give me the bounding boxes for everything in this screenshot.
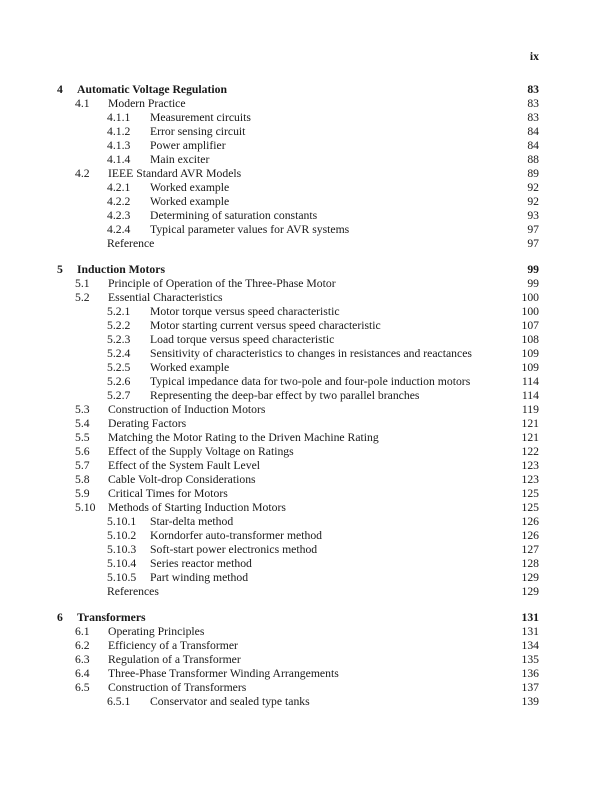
toc-entry-row (0, 139, 615, 153)
entry-page-number: 109 (521, 347, 539, 360)
entry-page-number: 84 (527, 125, 539, 138)
entry-number: 4.1.1 (107, 111, 131, 124)
toc-entry-row (0, 223, 615, 237)
entry-number: 6.2 (75, 639, 90, 652)
entry-number: 5.2.2 (107, 319, 131, 332)
entry-number: 6.1 (75, 625, 90, 638)
entry-title: Measurement circuits (150, 111, 251, 124)
entry-number: 5.10.2 (107, 529, 137, 542)
entry-page-number: 109 (521, 361, 539, 374)
entry-title: Operating Principles (108, 625, 205, 638)
entry-page-number: 83 (527, 97, 539, 110)
entry-number: 5.2.4 (107, 347, 131, 360)
toc-entry-row (0, 209, 615, 223)
entry-title: Modern Practice (108, 97, 186, 110)
toc-entry-row (0, 653, 615, 667)
entry-number: 4.2.1 (107, 181, 131, 194)
entry-page-number: 129 (521, 571, 539, 584)
toc-entry-row (0, 319, 615, 333)
toc-entry-row (0, 445, 615, 459)
entry-page-number: 108 (521, 333, 539, 346)
entry-title: Effect of the Supply Voltage on Ratings (108, 445, 294, 458)
toc-entry-row (0, 237, 615, 251)
entry-title: Construction of Transformers (108, 681, 247, 694)
toc-entry-row (0, 333, 615, 347)
entry-number: 6.5 (75, 681, 90, 694)
entry-page-number: 128 (521, 557, 539, 570)
entry-page-number: 114 (521, 375, 539, 388)
entry-number: 4 (57, 83, 63, 96)
entry-number: 5.7 (75, 459, 90, 472)
entry-number: 6 (57, 611, 63, 624)
toc-entry-row (0, 361, 615, 375)
entry-page-number: 99 (527, 277, 539, 290)
entry-title: Sensitivity of characteristics to changes in resistances and reactances (150, 347, 472, 360)
toc-entry-row (0, 195, 615, 209)
entry-title: Motor torque versus speed characteristic (150, 305, 340, 318)
entry-title: Worked example (150, 361, 230, 374)
entry-title: Power amplifier (150, 139, 226, 152)
entry-page-number: 119 (521, 403, 539, 416)
entry-page-number: 123 (521, 459, 539, 472)
toc-entry-row (0, 347, 615, 361)
entry-number: 5.9 (75, 487, 90, 500)
entry-title: Critical Times for Motors (108, 487, 228, 500)
entry-number: 4.1.3 (107, 139, 131, 152)
entry-number: 5.2.3 (107, 333, 131, 346)
toc-entry-row (0, 277, 615, 291)
toc-entry-row (0, 111, 615, 125)
entry-page-number: 93 (527, 209, 539, 222)
entry-title: Part winding method (150, 571, 249, 584)
entry-number: 5.10.4 (107, 557, 137, 570)
entry-title: Three-Phase Transformer Winding Arrangements (108, 667, 339, 680)
toc (0, 83, 615, 721)
entry-number: 5.1 (75, 277, 90, 290)
entry-title: Worked example (150, 195, 230, 208)
entry-number: 5.10 (75, 501, 96, 514)
entry-page-number: 121 (521, 417, 539, 430)
toc-entry-row (0, 543, 615, 557)
toc-entry-row (0, 305, 615, 319)
entry-page-number: 131 (521, 611, 539, 624)
toc-entry-row (0, 571, 615, 585)
entry-number: 5.10.3 (107, 543, 137, 556)
entry-title: Worked example (150, 181, 230, 194)
entry-title: Main exciter (150, 153, 210, 166)
entry-title: Typical parameter values for AVR systems (150, 223, 350, 236)
entry-number: 4.2.2 (107, 195, 131, 208)
entry-page-number: 83 (527, 83, 539, 96)
entry-number: 5.8 (75, 473, 90, 486)
entry-number: 6.5.1 (107, 695, 131, 708)
entry-page-number: 121 (521, 431, 539, 444)
page-number-header: ix (529, 50, 539, 63)
entry-title: Load torque versus speed characteristic (150, 333, 335, 346)
toc-entry-row (0, 501, 615, 515)
entry-title: Star-delta method (150, 515, 234, 528)
entry-page-number: 83 (527, 111, 539, 124)
chapter-block (0, 611, 615, 709)
entry-page-number: 114 (521, 389, 539, 402)
entry-page-number: 84 (527, 139, 539, 152)
entry-number: 4.2.4 (107, 223, 131, 236)
entry-page-number: 126 (521, 515, 539, 528)
entry-number: 5.2.1 (107, 305, 131, 318)
entry-page-number: 107 (521, 319, 539, 332)
entry-number: 5.10.1 (107, 515, 137, 528)
entry-title: Soft-start power electronics method (150, 543, 318, 556)
entry-number: 5.5 (75, 431, 90, 444)
entry-page-number: 99 (527, 263, 539, 276)
entry-page-number: 126 (521, 529, 539, 542)
entry-title: Regulation of a Transformer (108, 653, 241, 666)
entry-page-number: 92 (527, 181, 539, 194)
toc-entry-row (0, 153, 615, 167)
entry-number: 4.1.2 (107, 125, 131, 138)
entry-page-number: 134 (521, 639, 539, 652)
entry-page-number: 135 (521, 653, 539, 666)
entry-page-number: 97 (527, 223, 539, 236)
entry-title: Conservator and sealed type tanks (150, 695, 310, 708)
entry-number: 5.3 (75, 403, 90, 416)
entry-page-number: 123 (521, 473, 539, 486)
entry-number: 5.2.5 (107, 361, 131, 374)
entry-number: 4.2.3 (107, 209, 131, 222)
entry-title: Motor starting current versus speed characteristic (150, 319, 381, 332)
toc-entry-row (0, 681, 615, 695)
entry-title: Construction of Induction Motors (108, 403, 266, 416)
entry-title: Error sensing circuit (150, 125, 246, 138)
entry-page-number: 89 (527, 167, 539, 180)
toc-entry-row (0, 181, 615, 195)
entry-page-number: 88 (527, 153, 539, 166)
entry-page-number: 137 (521, 681, 539, 694)
toc-entry-row (0, 417, 615, 431)
entry-title: References (107, 585, 159, 598)
entry-title: Methods of Starting Induction Motors (108, 501, 286, 514)
entry-title: Representing the deep-bar effect by two parallel branches (150, 389, 420, 402)
entry-number: 5.2 (75, 291, 90, 304)
entry-number: 4.1.4 (107, 153, 131, 166)
toc-entry-row (0, 639, 615, 653)
entry-title: Reference (107, 237, 155, 250)
entry-page-number: 100 (521, 305, 539, 318)
entry-page-number: 97 (527, 237, 539, 250)
entry-number: 5.2.7 (107, 389, 131, 402)
entry-page-number: 125 (521, 487, 539, 500)
toc-entry-row (0, 459, 615, 473)
entry-page-number: 131 (521, 625, 539, 638)
entry-title: Derating Factors (108, 417, 187, 430)
entry-page-number: 127 (521, 543, 539, 556)
entry-title: Series reactor method (150, 557, 252, 570)
toc-entry-row (0, 167, 615, 181)
entry-number: 4.1 (75, 97, 90, 110)
toc-entry-row (0, 125, 615, 139)
entry-page-number: 139 (521, 695, 539, 708)
toc-entry-row (0, 625, 615, 639)
toc-chapter-row (0, 263, 615, 277)
toc-entry-row (0, 473, 615, 487)
entry-page-number: 100 (521, 291, 539, 304)
entry-number: 5.2.6 (107, 375, 131, 388)
toc-entry-row (0, 431, 615, 445)
chapter-block (0, 83, 615, 251)
toc-entry-row (0, 403, 615, 417)
entry-title: Essential Characteristics (108, 291, 223, 304)
entry-number: 6.3 (75, 653, 90, 666)
entry-title: Determining of saturation constants (150, 209, 318, 222)
entry-title: Matching the Motor Rating to the Driven Machine Rating (108, 431, 379, 444)
toc-chapter-row (0, 83, 615, 97)
toc-entry-row (0, 97, 615, 111)
entry-title: Cable Volt-drop Considerations (108, 473, 256, 486)
entry-number: 5.10.5 (107, 571, 137, 584)
entry-page-number: 125 (521, 501, 539, 514)
toc-entry-row (0, 667, 615, 681)
toc-entry-row (0, 529, 615, 543)
toc-entry-row (0, 695, 615, 709)
entry-page-number: 136 (521, 667, 539, 680)
entry-page-number: 129 (521, 585, 539, 598)
entry-title: IEEE Standard AVR Models (108, 167, 242, 180)
entry-title: Efficiency of a Transformer (108, 639, 238, 652)
toc-entry-row (0, 557, 615, 571)
entry-title: Principle of Operation of the Three-Phase Motor (108, 277, 336, 290)
toc-entry-row (0, 375, 615, 389)
toc-entry-row (0, 585, 615, 599)
entry-title: Automatic Voltage Regulation (77, 83, 227, 96)
entry-number: 5.6 (75, 445, 90, 458)
toc-entry-row (0, 515, 615, 529)
toc-entry-row (0, 487, 615, 501)
toc-entry-row (0, 291, 615, 305)
entry-title: Effect of the System Fault Level (108, 459, 261, 472)
entry-number: 6.4 (75, 667, 90, 680)
entry-page-number: 92 (527, 195, 539, 208)
entry-title: Typical impedance data for two-pole and four-pole induction motors (150, 375, 471, 388)
toc-chapter-row (0, 611, 615, 625)
entry-number: 4.2 (75, 167, 90, 180)
entry-title: Korndorfer auto-transformer method (150, 529, 323, 542)
toc-entry-row (0, 389, 615, 403)
chapter-block (0, 263, 615, 599)
entry-number: 5 (57, 263, 63, 276)
entry-title: Induction Motors (77, 263, 165, 276)
entry-number: 5.4 (75, 417, 90, 430)
entry-title: Transformers (77, 611, 146, 624)
entry-page-number: 122 (521, 445, 539, 458)
